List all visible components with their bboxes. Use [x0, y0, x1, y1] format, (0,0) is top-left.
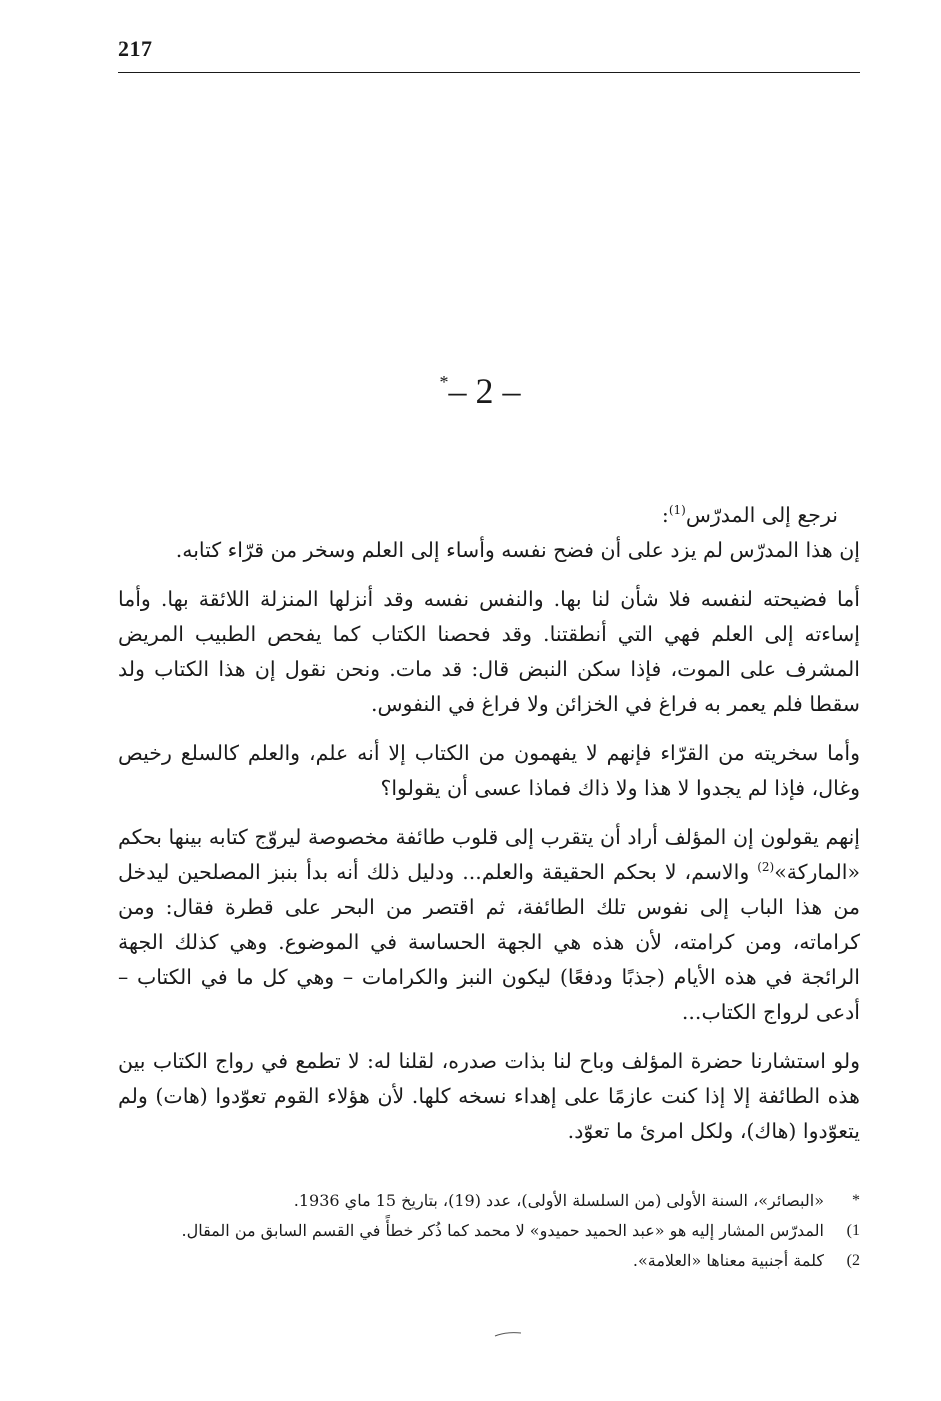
section-number: – 2 – — [448, 371, 521, 411]
footnote-text: المدرّس المشار إليه هو «عبد الحميد حميدو» لا محمد كما ذُكر خطأً في القسم السابق من المقال. — [181, 1221, 824, 1240]
section-heading — [380, 370, 580, 412]
footnote-marker: (2 — [846, 1252, 860, 1269]
footnote-ref-2: (2) — [757, 860, 775, 875]
footnote-text: كلمة أجنبية معناها «العلامة». — [632, 1251, 824, 1270]
header-rule — [118, 72, 860, 73]
footnote-marker: (1 — [846, 1222, 860, 1239]
paragraph-2: وأما سخريته من القرّاء فإنهم لا يفهمون من الكتاب إلا أنه علم، والعلم كالسلع رخيص وغال، فإذا لم يجدوا لا هذا ولا ذاك فماذا عسى أن يقولوا؟ — [118, 741, 860, 800]
intro-text: نرجع إلى المدرّس — [685, 503, 838, 527]
intro-line — [118, 498, 860, 533]
footnote-marker: * — [852, 1192, 860, 1209]
paragraph-1: أما فضيحته لنفسه فلا شأن لنا بها. والنفس نفسه وقد أنزلها المنزلة اللائقة بها. وأما إساءته إلى العلم فهي التي أنطقتنا. وقد فحصنا الكتاب كما يفحص الطبيب المريض المشرف على الموت، فإذا سكن النبض قال: قد مات. ونحن نقول إن هذا الكتاب ولد سقطا فلم يعمر به فراغ في الخزائن ولا فراغ في النفوس. — [118, 587, 860, 716]
paragraph-3-part-a: إنهم يقولون إن المؤلف أراد أن يتقرب إلى قلوب طائفة مخصوصة ليروّج كتابه بينها بحكم «الماركة» — [118, 825, 860, 884]
footnote-star — [118, 1186, 860, 1216]
paragraph-4: ولو استشارنا حضرة المؤلف وباح لنا بذات صدره، لقلنا له: لا تطمع في رواج الكتاب بين هذه الطائفة إلا إذا كنت عازمًا على إهداء نسخه كلها. لأن هؤلاء القوم تعوّدوا (هات) ولم يتعوّدوا (هاك)، ولكل امرئ ما تعوّد. — [118, 1049, 860, 1143]
footnote-ref-1: (1) — [668, 503, 686, 518]
footnote-text: «البصائر»، السنة الأولى (من السلسلة الأولى)، عدد (19)، بتاريخ 15 ماي 1936. — [293, 1191, 824, 1210]
article-body — [118, 498, 860, 1163]
paragraph-3 — [118, 820, 860, 1030]
paragraph-3-part-b: والاسم، لا بحكم الحقيقة والعلم... ودليل ذلك أنه بدأ بنبز المصلحين ليدخل من هذا الباب إلى نفوس تلك الطائفة، ثم اقتصر من البحر على قطرة فقال: ومن كراماته، ومن كرامته، لأن هذه هي الجهة الحساسة في الموضوع. وهي كذلك الجهة الرائجة في هذه الأيام (جذبًا ودفعًا) ليكون النبز والكرامات – وهي كل ما في الكتاب – أدعى لرواج الكتاب... — [118, 860, 860, 1024]
paragraph-0: إن هذا المدرّس لم يزد على أن فضح نفسه وأساء إلى العلم وسخر من قرّاء كتابه. — [175, 538, 860, 562]
footnotes — [118, 1186, 860, 1276]
section-marker: * — [439, 372, 449, 392]
scan-mark — [494, 1331, 522, 1337]
page-number: 217 — [118, 36, 153, 61]
intro-colon: : — [661, 503, 669, 527]
footnote-2 — [118, 1246, 860, 1276]
footnote-1 — [118, 1216, 860, 1246]
